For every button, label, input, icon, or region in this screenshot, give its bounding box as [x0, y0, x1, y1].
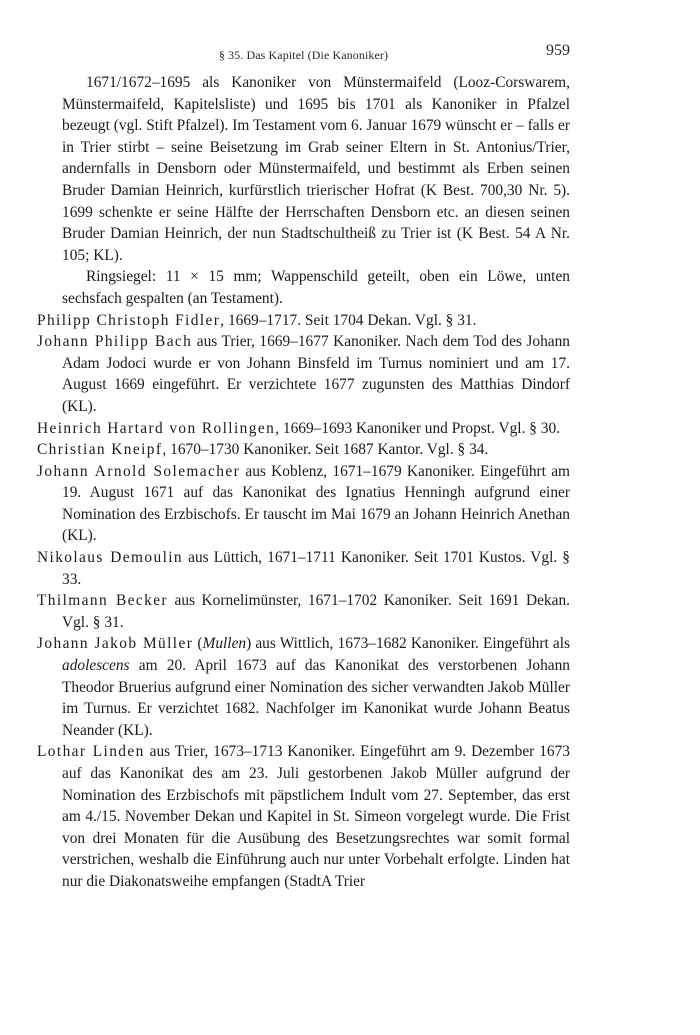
book-page: [37, 42, 570, 893]
entry-demoulin: [37, 547, 570, 590]
entry-text: aus Kornelimünster, 1671–1702 Kanoniker. Seit 1691 Dekan. Vgl. § 31.: [62, 592, 570, 631]
entry-text: aus Koblenz, 1671–1679 Kanoniker. Eingeführt am 19. August 1671 auf das Kanonikat des Ignatius Henningh aufgrund einer Nomination des Erzbischofs. Er tauscht im Mai 1679 an Johann Heinrich Anethan (KL).: [62, 462, 571, 545]
entry-solemacher: [37, 461, 570, 547]
entry-bach: [37, 331, 570, 417]
entry-text-part: (: [193, 635, 203, 653]
entry-text: , 1670–1730 Kanoniker. Seit 1687 Kantor. Vgl. § 34.: [162, 441, 489, 459]
entry-text: aus Trier, 1669–1677 Kanoniker. Nach dem Tod des Johann Adam Jodoci wurde er von Johann Binsfeld im Turnus nominiert und am 17. August 1669 eingeführt. Er verzichtete 1677 zugunsten des Matthias Dindorf (KL).: [62, 333, 570, 415]
entry-mueller: [37, 633, 570, 741]
page-number: 959: [546, 42, 570, 59]
entry-text: am 20. April 1673 auf das Kanonikat des verstorbenen Johann Theodor Bruerius aufgrund einer Nomination des sicher verwandten Jakob Müller im Turnus. Er verzichtet 1682. Nachfolger im Kanonikat wurde Johann Beatus Neander (KL).: [62, 657, 570, 739]
seal-description: Ringsiegel: 11 × 15 mm; Wappenschild geteilt, oben ein Löwe, unten sechsfach gespalten (an Testament).: [62, 268, 570, 307]
entry-linden: [37, 741, 570, 892]
entry-name: Heinrich Hartard von Rollingen: [37, 419, 276, 437]
entry-name: Lothar Linden: [37, 743, 145, 761]
entry-text-part: ) aus Wittlich, 1673–1682 Kanoniker. Eingeführt als: [246, 635, 570, 653]
entry-name: Philipp Christoph Fidler: [37, 311, 221, 329]
page-body: [37, 72, 570, 893]
entry-text: aus Trier, 1673–1713 Kanoniker. Eingeführt am 9. Dezember 1673 auf das Kanonikat des am 23. Juli gestorbenen Jakob Müller aufgrund der Nomination des Erzbischofs mit päpstlichem Indult vom 27. September, das erst am 4./15. November Dekan und Kapitel in St. Simeon vorgelegt wurde. Die Frist von drei Monaten für die Ausübung des Besetzungsrechtes war somit formal verstrichen, weshalb die Einführung auch nur unter Vorbehalt erfolgte. Linden hat nur die Diakonatsweihe empfangen (StadtA Trier: [62, 743, 570, 890]
running-title: § 35. Das Kapitel (Die Kanoniker): [218, 48, 389, 62]
entry-name: Johann Philipp Bach: [37, 333, 193, 351]
running-head: [37, 42, 570, 64]
entry-rollingen: [37, 418, 570, 440]
entry-name: Christian Kneipf: [37, 441, 163, 459]
entry-name: Nikolaus Demoulin: [37, 549, 184, 567]
entry-becker: [37, 590, 570, 633]
entry-italic-term: adolescens: [62, 657, 130, 675]
entry-text: aus Lüttich, 1671–1711 Kanoniker. Seit 1701 Kustos. Vgl. § 33.: [62, 549, 570, 588]
entry-italic-name-variant: Mullen: [202, 635, 247, 653]
continuation-paragraph: 1671/1672–1695 als Kanoniker von Münstermaifeld (Looz-Corswarem, Münstermaifeld, Kapitelsliste) und 1695 bis 1701 als Kanoniker in Pfalzel bezeugt (vgl. Stift Pfalzel). Im Testament vom 6. Januar 1679 wünscht er – falls er in Trier stirbt – seine Beisetzung im Grab seiner Eltern in St. Antonius/Trier, andernfalls in Densborn oder Münstermaifeld, und bestimmt als Erben seinen Bruder Damian Heinrich, kurfürstlich trierischer Hofrat (K Best. 700,30 Nr. 5). 1699 schenkte er seine Hälfte der Herrschaften Densborn etc. an diesen seinen Bruder Damian Heinrich, der nun Stadtschultheiß zu Trier ist (K Best. 54 A Nr. 105; KL).: [62, 74, 570, 264]
entry-text: , 1669–1717. Seit 1704 Dekan. Vgl. § 31.: [220, 311, 477, 329]
entry-kneipf: [37, 439, 570, 461]
entry-text: , 1669–1693 Kanoniker und Propst. Vgl. § 30.: [275, 419, 561, 437]
entry-name: Johann Arnold Solemacher: [37, 462, 241, 480]
entry-name: Johann Jakob Müller: [37, 635, 194, 653]
entry-name: Thilmann Becker: [37, 592, 168, 610]
entry-fidler: [37, 310, 570, 332]
